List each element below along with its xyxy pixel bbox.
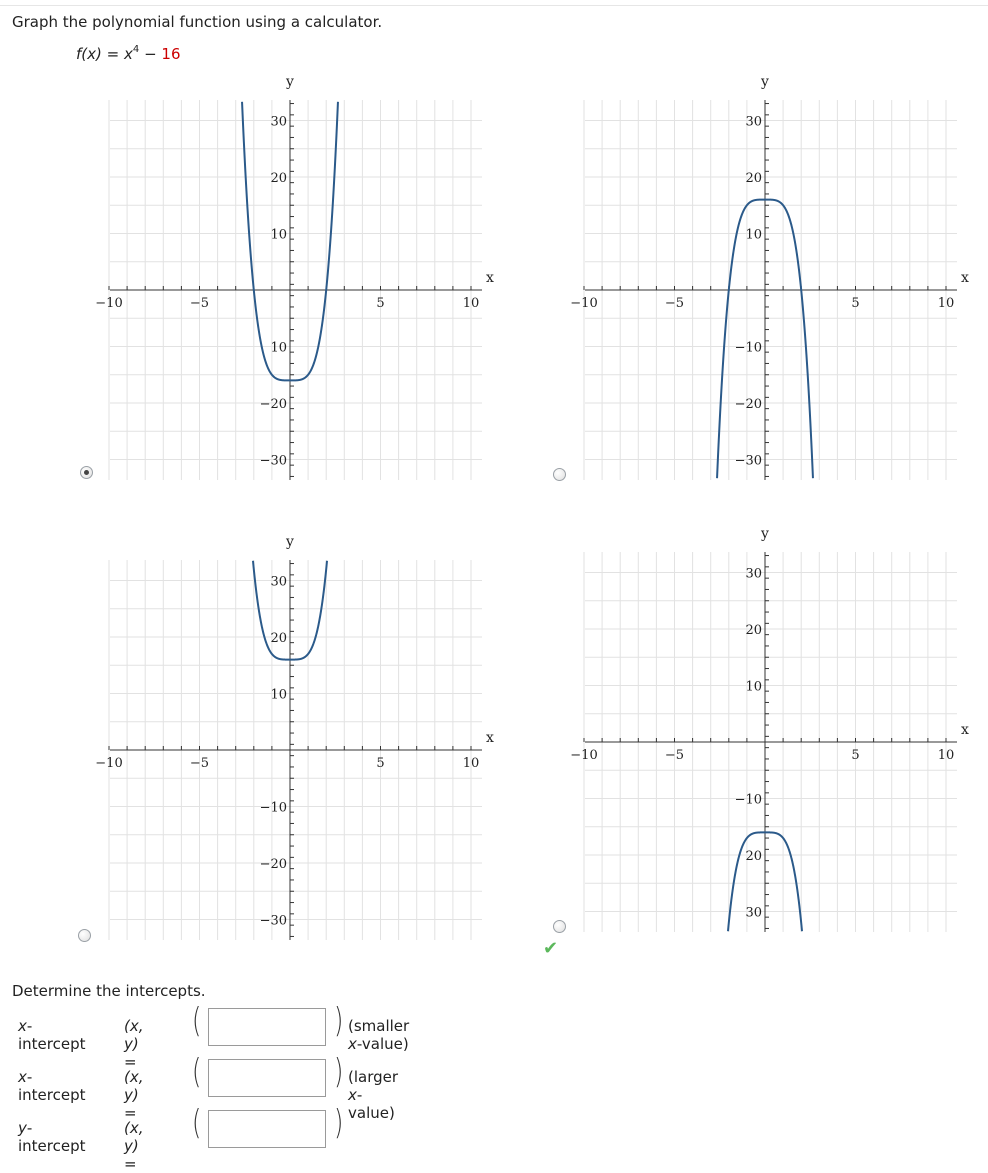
x-tick-label: −10 <box>95 296 123 311</box>
y-tick-label: −10 <box>734 340 762 356</box>
y-tick-label: −20 <box>259 397 287 412</box>
x-axis-label: x <box>961 270 969 286</box>
graph-option-d-plot <box>565 520 969 940</box>
function-constant: 16 <box>161 45 181 63</box>
x-tick-label: −10 <box>95 756 123 771</box>
y-tick-label: 30 <box>745 566 762 582</box>
y-tick-label: 30 <box>270 574 287 590</box>
close-paren: ) <box>333 1001 344 1041</box>
y-tick-label: 10 <box>270 687 287 703</box>
x-intercept-smaller-input[interactable] <box>208 1008 326 1046</box>
y-tick-label: 30 <box>745 905 762 921</box>
y-tick-label: 20 <box>270 631 287 646</box>
y-tick-label: −20 <box>259 857 287 872</box>
open-paren: ( <box>191 1052 202 1092</box>
y-tick-label: −30 <box>734 453 762 469</box>
row-label: x-intercept <box>18 1068 86 1104</box>
y-intercept-input[interactable] <box>208 1110 326 1148</box>
radio-option-c[interactable] <box>78 929 91 942</box>
y-axis-label: y <box>286 74 294 90</box>
x-tick-label: 10 <box>937 296 955 311</box>
x-intercept-larger-input[interactable] <box>208 1059 326 1097</box>
x-tick-label: 5 <box>851 748 860 763</box>
function-expression <box>76 44 181 63</box>
open-paren: ( <box>191 1001 202 1041</box>
x-tick-label: −5 <box>664 296 685 311</box>
y-tick-label: −30 <box>259 453 287 469</box>
x-tick-label: −5 <box>664 748 685 763</box>
row-label: x-intercept <box>18 1017 86 1053</box>
function-equals: = <box>106 45 120 63</box>
x-tick-label: −5 <box>189 756 210 771</box>
x-tick-label: 5 <box>376 756 385 771</box>
row-note: (smaller x-value) <box>348 1017 410 1053</box>
x-tick-label: −10 <box>570 748 598 763</box>
y-tick-label: 30 <box>745 114 762 130</box>
y-tick-label: 30 <box>270 114 287 130</box>
row-note: (larger x-value) <box>348 1068 399 1122</box>
row-pair: (x, y) = <box>124 1068 144 1122</box>
y-tick-label: −10 <box>259 800 287 816</box>
y-tick-label: 20 <box>745 171 762 186</box>
row-pair: (x, y) = <box>124 1017 144 1071</box>
graph-option-c[interactable] <box>90 528 494 948</box>
graph-option-b[interactable] <box>565 68 969 488</box>
y-axis-label: y <box>286 534 294 550</box>
function-exponent: 4 <box>132 44 140 55</box>
function-name: f(x) <box>76 45 102 63</box>
close-paren: ) <box>333 1052 344 1092</box>
correct-check-icon: ✔ <box>543 938 559 959</box>
intercepts-heading: Determine the intercepts. <box>12 982 206 1000</box>
radio-option-b[interactable] <box>553 468 566 481</box>
graph-option-b-plot <box>565 68 969 488</box>
x-tick-label: 5 <box>376 296 385 311</box>
x-tick-label: 10 <box>462 756 480 771</box>
x-tick-label: −5 <box>189 296 210 311</box>
graph-option-d[interactable] <box>565 520 969 940</box>
y-tick-label: 10 <box>270 340 287 356</box>
y-tick-label: −20 <box>734 397 762 412</box>
x-tick-label: 10 <box>462 296 480 311</box>
y-tick-label: 10 <box>270 227 287 243</box>
close-paren: ) <box>333 1103 344 1143</box>
y-tick-label: 10 <box>745 679 762 695</box>
x-axis-label: x <box>961 722 969 738</box>
function-operator: − <box>144 45 157 63</box>
question-text: Graph the polynomial function using a calculator. <box>12 13 383 31</box>
radio-option-a[interactable] <box>80 466 93 479</box>
y-tick-label: −10 <box>734 792 762 808</box>
y-tick-label: 20 <box>270 171 287 186</box>
y-axis-label: y <box>761 526 769 542</box>
row-pair: (x, y) = <box>124 1119 144 1173</box>
y-tick-label: −30 <box>259 913 287 929</box>
graph-option-a[interactable] <box>90 68 494 488</box>
open-paren: ( <box>191 1103 202 1143</box>
function-base: x <box>124 45 133 63</box>
y-tick-label: 10 <box>745 227 762 243</box>
graph-option-c-plot <box>90 528 494 948</box>
top-divider <box>0 5 988 6</box>
y-tick-label: 20 <box>745 623 762 638</box>
row-label: y-intercept <box>18 1119 86 1155</box>
radio-option-d[interactable] <box>553 920 566 933</box>
x-tick-label: −10 <box>570 296 598 311</box>
x-axis-label: x <box>486 730 494 746</box>
x-tick-label: 5 <box>851 296 860 311</box>
graph-option-a-plot <box>90 68 494 488</box>
y-tick-label: 20 <box>745 849 762 864</box>
y-axis-label: y <box>761 74 769 90</box>
x-tick-label: 10 <box>937 748 955 763</box>
x-axis-label: x <box>486 270 494 286</box>
